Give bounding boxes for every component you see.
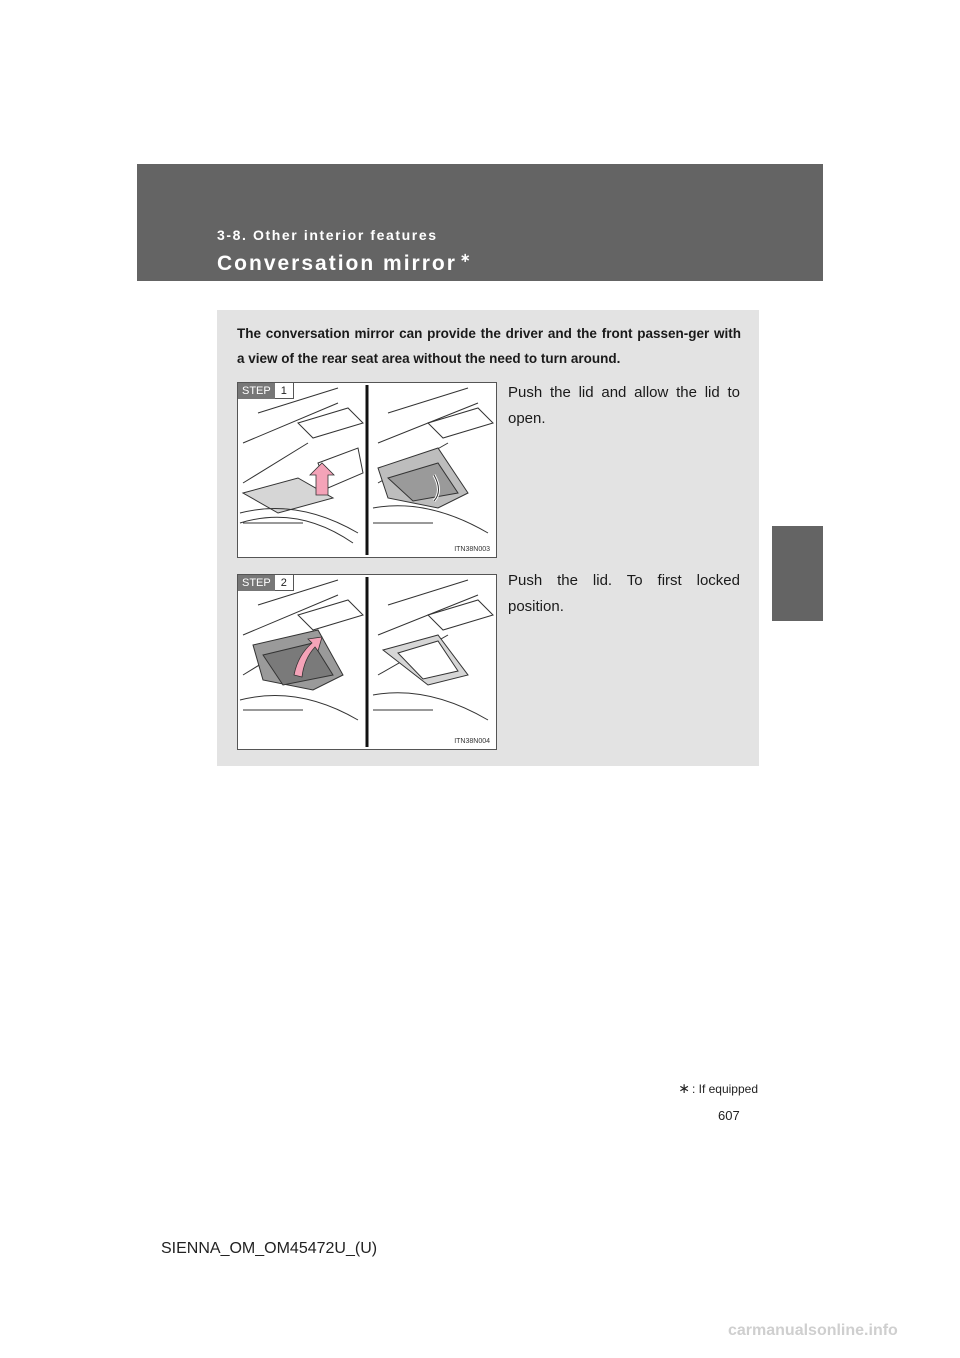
step-2-badge-number: 2 <box>275 575 294 591</box>
chapter-tab-number: 3 <box>794 626 801 640</box>
step-1-badge-word: STEP <box>238 383 275 399</box>
footnote-text: : If equipped <box>691 1082 758 1096</box>
footnote <box>678 1080 758 1097</box>
footnote-asterisk: ∗ <box>678 1080 690 1096</box>
step-2-badge-word: STEP <box>238 575 275 591</box>
watermark: carmanualsonline.info <box>728 1322 898 1339</box>
chapter-tab <box>772 526 823 621</box>
step-2-text: Push the lid. To first locked position. <box>508 572 740 615</box>
chapter-tab-label: Interior features <box>790 660 804 745</box>
step-2-figure-code: ITN38N004 <box>454 738 490 745</box>
page-title <box>217 250 473 276</box>
step-1-text: Push the lid and allow the lid to open. <box>508 384 740 427</box>
title-asterisk: ∗ <box>459 250 473 265</box>
step-1-badge <box>238 383 294 399</box>
document-id: SIENNA_OM_OM45472U_(U) <box>161 1240 378 1257</box>
step-1-illustration <box>238 383 496 557</box>
section-label: 3-8. Other interior features <box>217 227 438 243</box>
step-1-figure-code: ITN38N003 <box>454 546 490 553</box>
page-number: 607 <box>718 1108 740 1123</box>
step-1-badge-number: 1 <box>275 383 294 399</box>
step-2-figure <box>237 574 497 750</box>
step-2-illustration <box>238 575 496 749</box>
page-title-text: Conversation mirror <box>217 252 457 275</box>
step-2-badge <box>238 575 294 591</box>
step-1-figure <box>237 382 497 558</box>
intro-text: The conversation mirror can provide the driver and the front passen-ger with a view of the rear seat area without the need to turn around. <box>237 326 741 366</box>
